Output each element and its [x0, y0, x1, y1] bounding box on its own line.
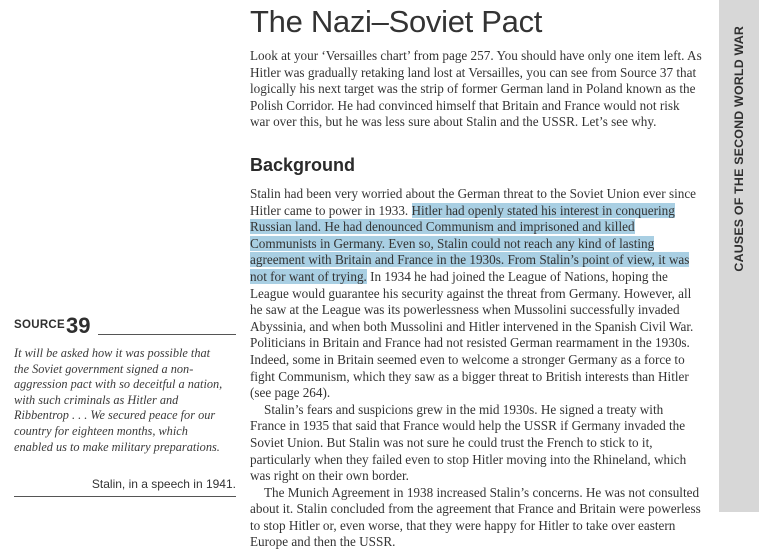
paragraph-1-start: Stalin had been very worried about the German threat to the Soviet Union ever since Hitler came to power in 1933. [250, 186, 697, 218]
source-header-rule [98, 334, 236, 335]
background-body [250, 186, 702, 551]
source-bottom-rule [14, 496, 236, 497]
section-heading: Background [250, 155, 356, 175]
source-citation: Stalin, in a speech in 1941. [91, 477, 236, 491]
paragraph-1 [250, 186, 702, 402]
chapter-sidebar [719, 0, 759, 512]
page-title: The Nazi–Soviet Pact [250, 4, 543, 39]
chapter-title-vertical: CAUSES OF THE SECOND WORLD WAR [732, 26, 746, 272]
source-label: SOURCE [14, 319, 66, 331]
paragraph-2: Stalin’s fears and suspicions grew in the mid 1930s. He signed a treaty with France in 1935 that said that France would help the USSR if Germany invaded the Soviet Union. But Stalin was not sure he could trust the French to stick to it, particularly when they failed even to stop Hitler moving into the Rhineland, which was right on their own border. [250, 401, 687, 484]
highlighted-selection[interactable]: Hitler had openly stated his interest in conquering Russian land. He had denounced Communism and imprisoned and killed Communists in Germany. Even so, Stalin could not reach any kind of lasting agreement with Britain and France in the 1930s. From Stalin’s point of view, it was not for want of trying. [250, 202, 690, 284]
source-number: 39 [66, 313, 91, 338]
paragraph-1-end: In 1934 he had joined the League of Nations, hoping the League would guarantee his security against the threat from Germany. However, all he saw at the League was its powerlessness when Mussolini successfully invaded Abyssinia, and when both Mussolini and Hitler intervened in the Spanish Civil War. Politicians in Britain and France had not resisted German rearmament in the 1930s. Indeed, some in Britain seemed even to welcome a stronger Germany as a force to fight Communism, which they saw as a bigger threat to British interests than Hitler (see page 264). [250, 268, 694, 401]
source-quote: It will be asked how it was possible that the Soviet government signed a non-aggression pact with so deceitful a nation, with such criminals as Hitler and Ribbentrop . . . We secured peace for our country for eighteen months, which enabled us to make military preparations. [14, 346, 223, 454]
intro-paragraph: Look at your ‘Versailles chart’ from page 257. You should have only one item left. As Hitler was gradually retaking land lost at Versailles, you can see from Source 37 that logically his next target was the strip of former German land in Poland known as the Polish Corridor. He had convinced himself that Britain and France would not risk war over this, but he was less sure about Stalin and the USSR. Let’s see why. [250, 48, 702, 130]
paragraph-3: The Munich Agreement in 1938 increased Stalin’s concerns. He was not consulted about it. Stalin concluded from the agreement that France and Britain were powerless to stop Hitler or, even worse, that they were happy for Hitler to take over eastern Europe and then the USSR. [250, 484, 701, 550]
source-header [14, 310, 236, 340]
source-39-box [14, 310, 236, 491]
